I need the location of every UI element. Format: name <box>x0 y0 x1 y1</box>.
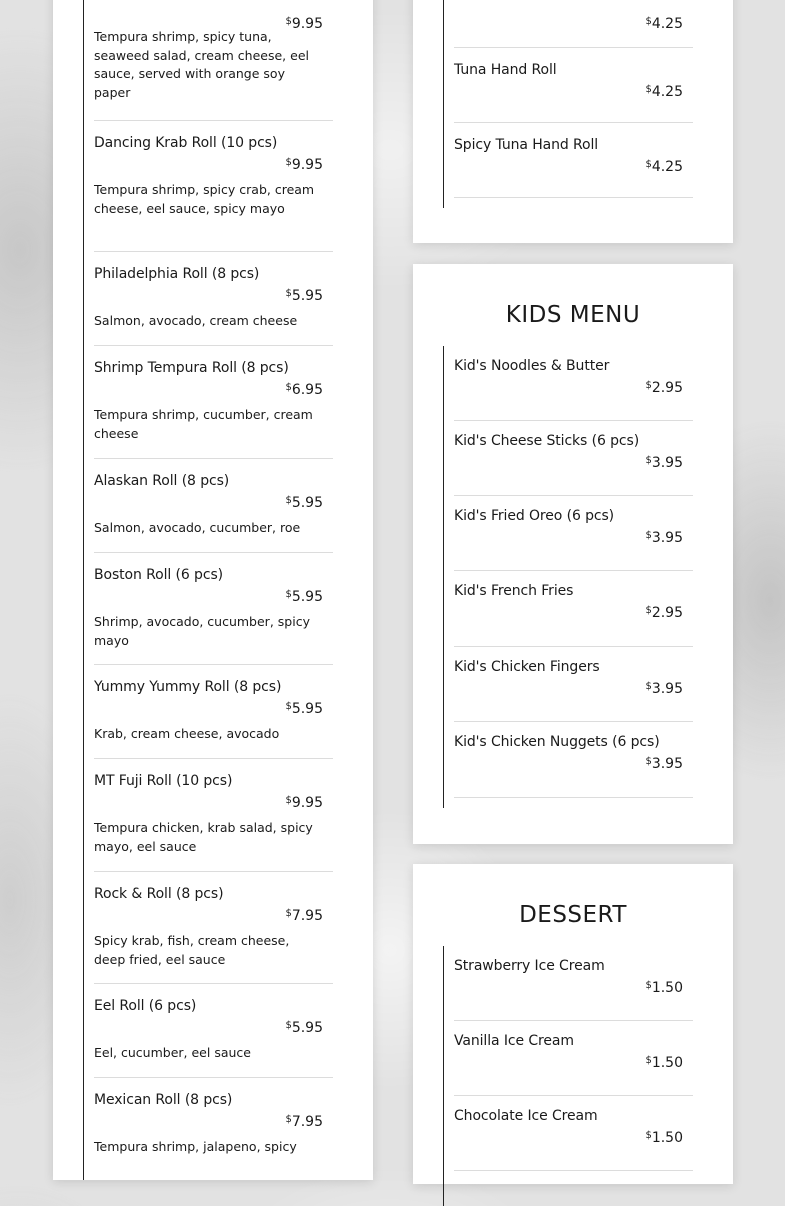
item-description: Salmon, avocado, cream cheese <box>94 313 298 328</box>
item-description: Salmon, avocado, cucumber, roe <box>94 520 301 535</box>
menu-item <box>454 346 693 421</box>
item-description: Tempura shrimp, spicy crab, cream cheese, eel sauce, spicy mayo <box>94 182 315 216</box>
item-price: $5.95 <box>285 1020 323 1036</box>
menu-item <box>94 1078 333 1191</box>
item-name: Kid's Cheese Sticks (6 pcs) <box>454 433 640 449</box>
menu-item <box>94 252 333 346</box>
item-name: Kid's Fried Oreo (6 pcs) <box>454 508 615 524</box>
menu-item <box>454 1021 693 1096</box>
item-price: $3.95 <box>645 455 683 471</box>
menu-item <box>454 1096 693 1171</box>
menu-item <box>454 647 693 722</box>
dessert-card <box>413 864 733 1184</box>
item-name: Kid's Chicken Nuggets (6 pcs) <box>454 734 660 750</box>
item-description: Tempura shrimp, cucumber, cream cheese <box>94 407 313 441</box>
item-name: Rock & Roll (8 pcs) <box>94 886 224 902</box>
item-description: Shrimp, avocado, cucumber, spicy mayo <box>94 614 310 648</box>
item-price: $3.95 <box>645 756 683 772</box>
item-price: $5.95 <box>285 288 323 304</box>
item-price: $6.95 <box>285 382 323 398</box>
menu-item <box>454 946 693 1021</box>
menu-item <box>94 0 333 121</box>
menu-item <box>94 121 333 252</box>
item-description: Tempura shrimp, spicy tuna, seaweed salad, cream cheese, eel sauce, served with orange soy paper <box>94 29 309 100</box>
item-name: Shrimp Tempura Roll (8 pcs) <box>94 360 289 376</box>
item-price: $4.25 <box>645 84 683 100</box>
item-price: $9.95 <box>285 157 323 173</box>
kids-menu-list <box>443 346 694 808</box>
item-price: $9.95 <box>285 795 323 811</box>
item-description: Tempura shrimp, jalapeno, spicy <box>94 1139 297 1154</box>
menu-item <box>454 123 693 198</box>
dessert-list <box>443 946 694 1206</box>
hand-rolls-list <box>443 0 694 208</box>
item-price: $4.25 <box>645 159 683 175</box>
item-price: $2.95 <box>645 380 683 396</box>
menu-item <box>94 984 333 1078</box>
item-price: $7.95 <box>285 1114 323 1130</box>
sushi-rolls-list <box>83 0 334 1180</box>
item-price: $1.50 <box>645 1130 683 1146</box>
menu-item <box>454 48 693 123</box>
item-name: Kid's Chicken Fingers <box>454 659 600 675</box>
item-name: Vanilla Ice Cream <box>454 1033 574 1049</box>
item-name: Dancing Krab Roll (10 pcs) <box>94 135 278 151</box>
item-name: Eel Roll (6 pcs) <box>94 998 197 1014</box>
item-name: Alaskan Roll (8 pcs) <box>94 473 230 489</box>
menu-item <box>94 346 333 459</box>
menu-item <box>454 0 693 48</box>
item-name: Boston Roll (6 pcs) <box>94 567 223 583</box>
section-title: KIDS MENU <box>505 302 641 328</box>
menu-item <box>454 496 693 571</box>
kids-menu-card <box>413 264 733 844</box>
sushi-rolls-card <box>53 0 373 1180</box>
menu-item <box>454 421 693 496</box>
item-name: Mexican Roll (8 pcs) <box>94 1092 233 1108</box>
item-description: Spicy krab, fish, cream cheese, deep fried, eel sauce <box>94 933 290 967</box>
item-price: $1.50 <box>645 1055 683 1071</box>
item-name: Kid's French Fries <box>454 583 574 599</box>
item-price: $3.95 <box>645 530 683 546</box>
item-price: $1.50 <box>645 980 683 996</box>
item-price: $7.95 <box>285 908 323 924</box>
item-price: $2.95 <box>645 605 683 621</box>
item-price: $5.95 <box>285 701 323 717</box>
item-price: $5.95 <box>285 589 323 605</box>
item-name: MT Fuji Roll (10 pcs) <box>94 773 233 789</box>
item-name: Chocolate Ice Cream <box>454 1108 598 1124</box>
item-description: Krab, cream cheese, avocado <box>94 726 280 741</box>
menu-item <box>94 553 333 665</box>
item-name: Philadelphia Roll (8 pcs) <box>94 266 260 282</box>
menu-item <box>94 759 333 872</box>
section-title: DESSERT <box>519 902 627 928</box>
item-name: Tuna Hand Roll <box>454 62 557 78</box>
item-price: $9.95 <box>285 16 323 32</box>
item-price: $5.95 <box>285 495 323 511</box>
menu-item <box>454 571 693 647</box>
item-name: Strawberry Ice Cream <box>454 958 605 974</box>
hand-rolls-card <box>413 0 733 243</box>
menu-item <box>94 872 333 984</box>
item-name: Yummy Yummy Roll (8 pcs) <box>94 679 282 695</box>
item-description: Eel, cucumber, eel sauce <box>94 1045 251 1060</box>
menu-item <box>94 459 333 553</box>
item-name: Spicy Tuna Hand Roll <box>454 137 599 153</box>
item-name: Kid's Noodles & Butter <box>454 358 610 374</box>
item-price: $4.25 <box>645 16 683 32</box>
item-description: Tempura chicken, krab salad, spicy mayo, eel sauce <box>94 820 313 854</box>
item-price: $3.95 <box>645 681 683 697</box>
menu-item <box>94 665 333 759</box>
menu-item <box>454 722 693 798</box>
